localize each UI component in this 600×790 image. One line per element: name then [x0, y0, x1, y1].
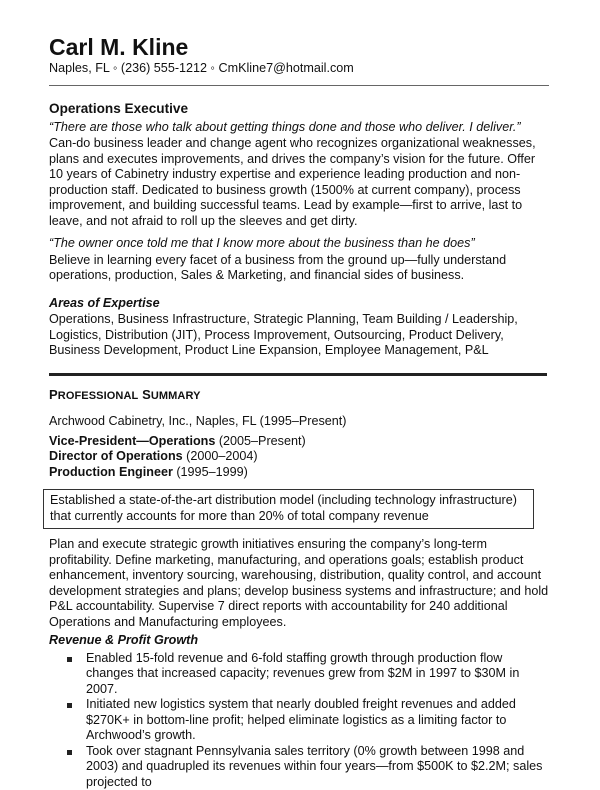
- list-item: [49, 651, 549, 698]
- role-line: [49, 434, 549, 450]
- email-address: CmKline7@hotmail.com: [219, 61, 354, 75]
- section-title-professional-summary: PROFESSIONAL SUMMARY: [49, 387, 549, 405]
- list-item-text: Initiated new logistics system that nearly doubled freight revenues and added $270K+ in bottom-line profit; helped eliminate logistics as a limiting factor to Archwood’s growth.: [86, 697, 516, 742]
- summary-paragraph: Can-do business leader and change agent who recognizes organizational weaknesses, plans and executes improvements, and drives the company’s vision for the future. Offer 10 years of Cabinetry industry expertise and experience leading production and non-production staff. Dedicated to business growth (1500% at current company), process improvement, and building successful teams. Lead by example—first to arrive, last to leave, and not afraid to roll up the sleeves and get dirty.: [49, 136, 549, 229]
- list-item: [49, 744, 549, 790]
- role-dates: (2000–2004): [183, 449, 258, 463]
- quote-owner: “The owner once told me that I know more about the business than he does”: [49, 236, 549, 252]
- separator-dot: ◦: [211, 61, 215, 75]
- bullet-square-icon: [67, 750, 72, 755]
- expertise-heading: Areas of Expertise: [49, 296, 549, 312]
- role-title: Director of Operations: [49, 449, 183, 463]
- role-line: [49, 449, 549, 465]
- role-dates: (1995–1999): [173, 465, 248, 479]
- location: Naples, FL: [49, 61, 109, 75]
- list-item: [49, 697, 549, 744]
- section-divider: [49, 373, 547, 376]
- quote-deliver: “There are those who talk about getting things done and those who deliver. I deliver.”: [49, 120, 549, 136]
- contact-line: [49, 61, 549, 77]
- role-description: Plan and execute strategic growth initiatives ensuring the company’s long-term profitability. Define marketing, manufacturing, and operations goals; establish product enhancement, inventory sourcing, warehousing, distribution, quality control, and account development strategies and plans; develop business systems and infrastructure; and hold P&L accountability. Supervise 7 direct reports with accountability for 240 additional Operations and Manufacturing employees.: [49, 537, 549, 630]
- phone-number: (236) 555-1212: [121, 61, 207, 75]
- achievement-list: [49, 651, 549, 790]
- bullet-square-icon: [67, 703, 72, 708]
- role-line: [49, 465, 549, 481]
- learning-paragraph: Believe in learning every facet of a business from the ground up—fully understand operations, production, Sales & Marketing, and financial sides of business.: [49, 253, 549, 284]
- role-title: Production Engineer: [49, 465, 173, 479]
- highlight-box: Established a state-of-the-art distribution model (including technology infrastructure) that currently accounts for more than 20% of total company revenue: [43, 489, 534, 529]
- candidate-name: Carl M. Kline: [49, 34, 549, 60]
- bullet-square-icon: [67, 657, 72, 662]
- resume-page: [49, 34, 549, 790]
- spacer: [49, 229, 549, 236]
- headline-title: Operations Executive: [49, 100, 549, 117]
- revenue-growth-heading: Revenue & Profit Growth: [49, 633, 549, 649]
- role-title: Vice-President—Operations: [49, 434, 215, 448]
- role-dates: (2005–Present): [215, 434, 305, 448]
- header-divider: [49, 85, 549, 86]
- list-item-text: Enabled 15-fold revenue and 6-fold staffing growth through production flow changes that increased capacity; revenues grew from $2M in 1997 to $30M in 2007.: [86, 651, 519, 696]
- company-line: Archwood Cabinetry, Inc., Naples, FL (1995–Present): [49, 414, 549, 430]
- list-item-text: Took over stagnant Pennsylvania sales territory (0% growth between 1998 and 2003) and quadrupled its revenues within four years—from $500K to $2.2M; sales projected to: [86, 744, 542, 789]
- separator-dot: ◦: [113, 61, 117, 75]
- expertise-list: Operations, Business Infrastructure, Strategic Planning, Team Building / Leadership, Logistics, Distribution (JIT), Process Improvement, Outsourcing, Product Delivery, Business Development, Product Line Expansion, Employee Management, P&L: [49, 312, 549, 359]
